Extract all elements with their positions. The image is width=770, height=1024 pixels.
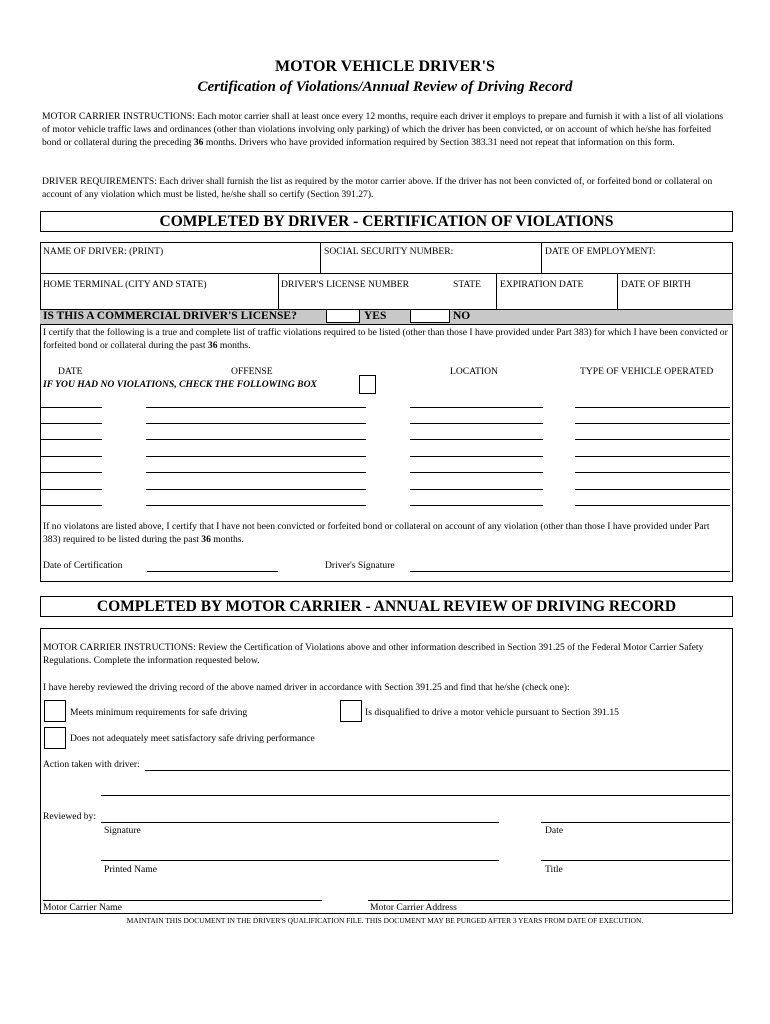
driver-requirements: DRIVER REQUIREMENTS: Each driver shall furnish the list as required by the motor carrier above. If the driver has not been convicted of, or forfeited bond or collateral on account of any violation which must be listed, he/she shall so certify (Section 391.27). [42, 176, 713, 200]
driver-signature-field[interactable] [410, 571, 730, 572]
review-date-field[interactable] [541, 822, 730, 823]
no-violations-checkbox[interactable] [359, 375, 376, 394]
section2-header: COMPLETED BY MOTOR CARRIER - ANNUAL REVIEW OF DRIVING RECORD [40, 596, 733, 617]
cdl-no-label: NO [453, 310, 471, 322]
carrier-address-label: Motor Carrier Address [370, 902, 457, 913]
printed-name-field[interactable] [101, 860, 499, 861]
cdl-yes-checkbox[interactable] [326, 309, 360, 323]
form-title: MOTOR VEHICLE DRIVER'S [275, 58, 495, 75]
violation-offense-line[interactable] [146, 456, 366, 457]
footer-note: MAINTAIN THIS DOCUMENT IN THE DRIVER'S QUALIFICATION FILE. THIS DOCUMENT MAY BE PURGED AFTER 3 YEARS FROM DATE OF EXECUTION. [126, 916, 644, 925]
signature-label: Signature [104, 825, 141, 836]
meets-requirements-label: Meets minimum requirements for safe driving [70, 707, 248, 718]
violation-offense-line[interactable] [146, 407, 366, 408]
action-taken-field[interactable] [145, 770, 730, 771]
disqualified-label: Is disqualified to drive a motor vehicle pursuant to Section 391.15 [365, 707, 619, 718]
violation-date-line[interactable] [40, 407, 102, 408]
violation-vehicle-line[interactable] [575, 489, 730, 490]
certify-statement: I certify that the following is a true and complete list of traffic violations required to be listed (other than those I have provided under Part 383) for which I have been convicted or forfeited bond or collateral during the past 36 months. [43, 327, 728, 351]
expiration-date-field[interactable] [499, 292, 614, 307]
disqualified-checkbox[interactable] [340, 700, 362, 722]
license-number-field[interactable] [281, 292, 493, 307]
cdl-yes-label: YES [364, 310, 387, 322]
carrier-name-field[interactable] [43, 900, 322, 901]
violation-date-line[interactable] [40, 439, 102, 440]
violation-vehicle-line[interactable] [575, 456, 730, 457]
violation-location-line[interactable] [410, 407, 543, 408]
date-of-certification-field[interactable] [147, 571, 278, 572]
violation-vehicle-line[interactable] [575, 439, 730, 440]
col-location: LOCATION [450, 366, 498, 377]
violation-offense-line[interactable] [146, 423, 366, 424]
cdl-question: IS THIS A COMMERCIAL DRIVER'S LICENSE? [43, 310, 297, 322]
col-offense: OFFENSE [231, 366, 273, 377]
col-date: DATE [58, 366, 83, 377]
violation-vehicle-line[interactable] [575, 505, 730, 506]
driver-name-label: NAME OF DRIVER: (PRINT) [43, 246, 164, 257]
violation-date-line[interactable] [40, 423, 102, 424]
home-terminal-label: HOME TERMINAL (CITY AND STATE) [43, 279, 207, 290]
reviewed-by-label: Reviewed by: [43, 811, 97, 822]
state-label: STATE [453, 279, 482, 290]
violation-date-line[interactable] [40, 489, 102, 490]
action-taken-field-2[interactable] [101, 795, 730, 796]
license-number-label: DRIVER'S LICENSE NUMBER [281, 279, 410, 290]
title-label: Title [545, 864, 563, 875]
cdl-no-checkbox[interactable] [410, 309, 450, 323]
reviewer-signature-field[interactable] [101, 822, 499, 823]
violation-location-line[interactable] [410, 472, 543, 473]
violation-offense-line[interactable] [146, 472, 366, 473]
ssn-label: SOCIAL SECURITY NUMBER: [324, 246, 454, 257]
violation-location-line[interactable] [410, 439, 543, 440]
action-taken-label: Action taken with driver: [43, 759, 140, 770]
carrier-address-field[interactable] [368, 900, 730, 901]
driver-name-field[interactable] [43, 258, 317, 272]
not-meet-label: Does not adequately meet satisfactory safe driving performance [70, 733, 315, 744]
violation-vehicle-line[interactable] [575, 407, 730, 408]
section1-header: COMPLETED BY DRIVER - CERTIFICATION OF VIOLATIONS [40, 211, 733, 232]
violation-location-line[interactable] [410, 456, 543, 457]
no-violations-statement: If no violatons are listed above, I certify that I have not been convicted or forfeited bond or collateral on account of any violation (other than those I have provided under Part 383) required to be listed during the past 36 months. [43, 521, 710, 545]
violation-date-line[interactable] [40, 472, 102, 473]
date-of-birth-label: DATE OF BIRTH [621, 279, 691, 290]
date-label: Date [545, 825, 564, 836]
violation-offense-line[interactable] [146, 505, 366, 506]
carrier-name-label: Motor Carrier Name [43, 902, 122, 913]
violation-vehicle-line[interactable] [575, 472, 730, 473]
printed-name-label: Printed Name [104, 864, 158, 875]
col-vehicle: TYPE OF VEHICLE OPERATED [580, 366, 714, 377]
expiration-date-label: EXPIRATION DATE [500, 279, 584, 290]
reviewed-statement: I have hereby reviewed the driving record of the above named driver in accordance with Section 391.25 and find that he/she (check one): [43, 682, 570, 693]
no-violations-label: IF YOU HAD NO VIOLATIONS, CHECK THE FOLLOWING BOX [43, 379, 317, 390]
violation-vehicle-line[interactable] [575, 423, 730, 424]
carrier-instructions: MOTOR CARRIER INSTRUCTIONS: Each motor carrier shall at least once every 12 months, require each driver it employs to prepare and furnish it with a list of all violations of motor vehicle traffic laws and ordinances (other than violations involving only parking) of which the driver has been convicted, or on account of which he/she has forfeited bond or collateral during the preceding 36 months. Drivers who have provided information required by Section 383.31 need not repeat that information on this form. [42, 111, 724, 148]
carrier-review-instructions: MOTOR CARRIER INSTRUCTIONS: Review the Certification of Violations above and other information described in Section 391.25 of the Federal Motor Carrier Safety Regulations. Complete the information requested below. [43, 642, 704, 666]
form-subtitle: Certification of Violations/Annual Review of Driving Record [197, 79, 573, 95]
violation-date-line[interactable] [40, 505, 102, 506]
home-terminal-field[interactable] [43, 292, 275, 307]
not-meet-checkbox[interactable] [44, 727, 66, 749]
violation-offense-line[interactable] [146, 489, 366, 490]
title-field[interactable] [541, 860, 730, 861]
violation-offense-line[interactable] [146, 439, 366, 440]
ssn-field[interactable] [323, 258, 538, 272]
date-of-employment-label: DATE OF EMPLOYMENT: [545, 246, 656, 257]
violation-date-line[interactable] [40, 456, 102, 457]
meets-requirements-checkbox[interactable] [44, 700, 66, 722]
violation-location-line[interactable] [410, 505, 543, 506]
date-of-employment-field[interactable] [544, 258, 730, 272]
driver-signature-label: Driver's Signature [325, 560, 395, 571]
date-of-birth-field[interactable] [620, 292, 730, 307]
date-of-certification-label: Date of Certification [43, 560, 123, 571]
violation-location-line[interactable] [410, 489, 543, 490]
violation-location-line[interactable] [410, 423, 543, 424]
